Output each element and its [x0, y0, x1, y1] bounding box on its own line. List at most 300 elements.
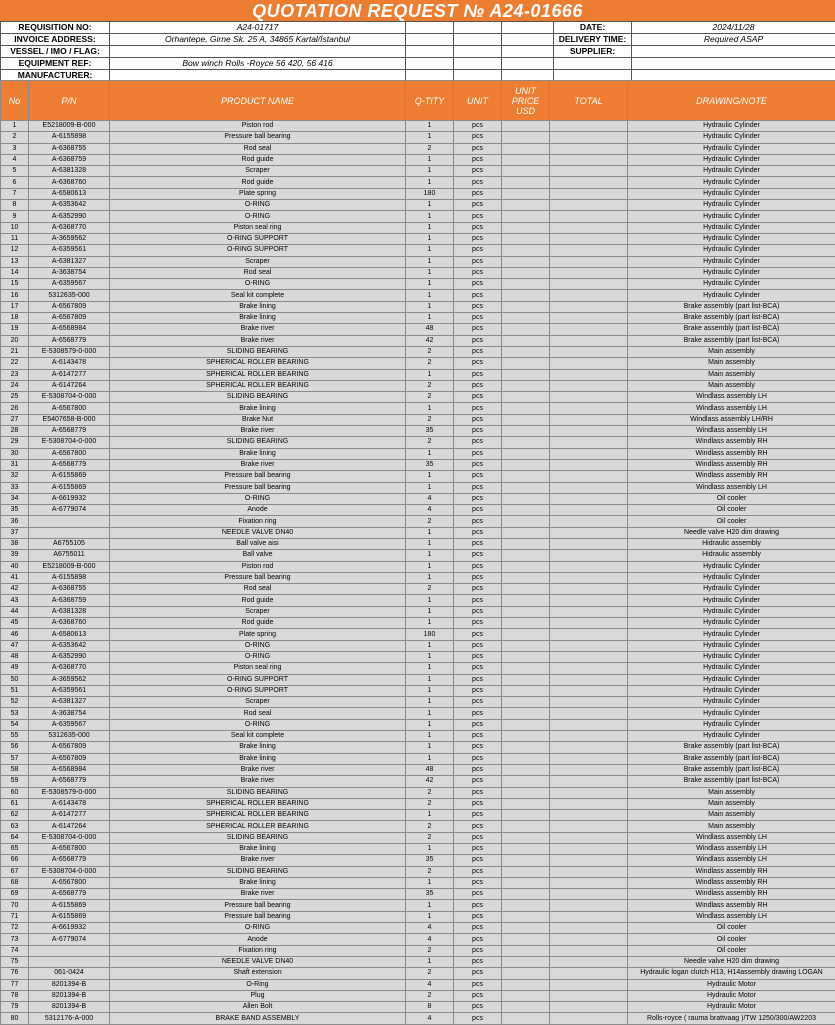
unit-price-cell[interactable]: [502, 245, 550, 256]
drawing-note-cell: Hydraulic Cylinder: [628, 731, 835, 742]
unit-price-cell[interactable]: [502, 482, 550, 493]
product-name-cell: O-Ring: [110, 979, 406, 990]
unit-price-cell[interactable]: [502, 437, 550, 448]
unit-price-cell[interactable]: [502, 256, 550, 267]
table-row: [1, 233, 835, 244]
quantity-cell: 8: [406, 1002, 454, 1013]
unit-price-cell[interactable]: [502, 200, 550, 211]
drawing-note-cell: Oil cooler: [628, 945, 835, 956]
unit-price-cell[interactable]: [502, 719, 550, 730]
total-cell[interactable]: [550, 787, 628, 798]
drawing-note-cell: Windlass assembly RH: [628, 437, 835, 448]
unit-price-cell[interactable]: [502, 674, 550, 685]
total-cell[interactable]: [550, 968, 628, 979]
quantity-cell: 1: [406, 527, 454, 538]
unit-price-cell[interactable]: [502, 844, 550, 855]
drawing-note-cell: Windlass assembly LH: [628, 911, 835, 922]
info-blank: [454, 46, 502, 58]
total-cell[interactable]: [550, 810, 628, 821]
table-row: [1, 256, 835, 267]
product-name-cell: Plate spring: [110, 629, 406, 640]
table-row: [1, 448, 835, 459]
unit-price-cell[interactable]: [502, 877, 550, 888]
product-name-cell: SPHERICAL ROLLER BEARING: [110, 798, 406, 809]
table-row: [1, 584, 835, 595]
total-cell[interactable]: [550, 426, 628, 437]
unit-price-cell[interactable]: [502, 335, 550, 346]
total-cell[interactable]: [550, 437, 628, 448]
part-number-cell: A-6567800: [29, 448, 110, 459]
unit-price-cell[interactable]: [502, 968, 550, 979]
total-cell[interactable]: [550, 798, 628, 809]
unit-cell: pcs: [454, 651, 502, 662]
part-number-cell: A-6567800: [29, 844, 110, 855]
product-name-cell: Anode: [110, 934, 406, 945]
total-cell[interactable]: [550, 990, 628, 1001]
part-number-cell: A-6779074: [29, 934, 110, 945]
quantity-cell: 1: [406, 222, 454, 233]
total-cell[interactable]: [550, 651, 628, 662]
unit-price-cell[interactable]: [502, 979, 550, 990]
vessel-value[interactable]: [110, 46, 406, 58]
total-cell[interactable]: [550, 166, 628, 177]
total-cell[interactable]: [550, 335, 628, 346]
total-cell[interactable]: [550, 448, 628, 459]
table-row: [1, 990, 835, 1001]
unit-price-cell[interactable]: [502, 821, 550, 832]
total-cell[interactable]: [550, 674, 628, 685]
column-header-drawing-note: DRAWING/NOTE: [628, 81, 835, 121]
unit-price-cell[interactable]: [502, 934, 550, 945]
total-cell[interactable]: [550, 550, 628, 561]
unit-cell: pcs: [454, 674, 502, 685]
drawing-note-cell: Hydraulic Cylinder: [628, 572, 835, 583]
unit-price-cell[interactable]: [502, 640, 550, 651]
part-number-cell: E5218009-B-000: [29, 561, 110, 572]
unit-cell: pcs: [454, 550, 502, 561]
unit-cell: pcs: [454, 821, 502, 832]
part-number-cell: A-6155898: [29, 132, 110, 143]
total-cell[interactable]: [550, 177, 628, 188]
unit-price-cell[interactable]: [502, 346, 550, 357]
unit-price-cell[interactable]: [502, 279, 550, 290]
unit-price-cell[interactable]: [502, 945, 550, 956]
drawing-note-cell: Hydraulic Cylinder: [628, 267, 835, 278]
unit-price-cell[interactable]: [502, 154, 550, 165]
drawing-note-cell: Hydraulic Cylinder: [628, 561, 835, 572]
row-number-cell: 2: [1, 132, 29, 143]
unit-price-cell[interactable]: [502, 708, 550, 719]
row-number-cell: 27: [1, 414, 29, 425]
unit-price-cell[interactable]: [502, 595, 550, 606]
info-blank: [454, 58, 502, 70]
quantity-cell: 2: [406, 516, 454, 527]
unit-cell: pcs: [454, 685, 502, 696]
unit-cell: pcs: [454, 606, 502, 617]
total-cell[interactable]: [550, 956, 628, 967]
total-cell[interactable]: [550, 493, 628, 504]
row-number-cell: 13: [1, 256, 29, 267]
total-cell[interactable]: [550, 358, 628, 369]
unit-price-cell[interactable]: [502, 731, 550, 742]
unit-price-cell[interactable]: [502, 392, 550, 403]
quantity-cell: 1: [406, 200, 454, 211]
unit-cell: pcs: [454, 900, 502, 911]
unit-cell: pcs: [454, 584, 502, 595]
part-number-cell: A-6568984: [29, 764, 110, 775]
quantity-cell: 1: [406, 685, 454, 696]
unit-cell: pcs: [454, 911, 502, 922]
unit-price-cell[interactable]: [502, 448, 550, 459]
unit-price-cell[interactable]: [502, 572, 550, 583]
unit-price-cell[interactable]: [502, 685, 550, 696]
total-cell[interactable]: [550, 1013, 628, 1024]
total-cell[interactable]: [550, 844, 628, 855]
quantity-cell: 4: [406, 493, 454, 504]
total-cell[interactable]: [550, 245, 628, 256]
unit-price-cell[interactable]: [502, 832, 550, 843]
quantity-cell: 1: [406, 618, 454, 629]
unit-price-cell[interactable]: [502, 459, 550, 470]
total-cell[interactable]: [550, 911, 628, 922]
total-cell[interactable]: [550, 267, 628, 278]
table-row: [1, 267, 835, 278]
total-cell[interactable]: [550, 923, 628, 934]
unit-price-cell[interactable]: [502, 222, 550, 233]
unit-price-cell[interactable]: [502, 380, 550, 391]
total-cell[interactable]: [550, 301, 628, 312]
table-row: [1, 166, 835, 177]
unit-price-cell[interactable]: [502, 527, 550, 538]
total-cell[interactable]: [550, 663, 628, 674]
total-cell[interactable]: [550, 200, 628, 211]
unit-price-cell[interactable]: [502, 889, 550, 900]
drawing-note-cell: Windlass assembly LH: [628, 403, 835, 414]
part-number-cell: A-3659562: [29, 674, 110, 685]
drawing-note-cell: Hydraulic Cylinder: [628, 121, 835, 132]
total-cell[interactable]: [550, 403, 628, 414]
row-number-cell: 31: [1, 459, 29, 470]
row-number-cell: 34: [1, 493, 29, 504]
unit-price-cell[interactable]: [502, 301, 550, 312]
unit-cell: pcs: [454, 459, 502, 470]
table-row: [1, 606, 835, 617]
drawing-note-cell: Hydraulic Cylinder: [628, 697, 835, 708]
total-cell[interactable]: [550, 606, 628, 617]
invoice-address-value[interactable]: Orhantepe, Girne Sk. 25 A, 34865 Kartal/İstanbul: [110, 34, 406, 46]
total-cell[interactable]: [550, 776, 628, 787]
product-name-cell: SLIDING BEARING: [110, 392, 406, 403]
product-name-cell: SLIDING BEARING: [110, 346, 406, 357]
drawing-note-cell: Hydraulic Cylinder: [628, 143, 835, 154]
unit-cell: pcs: [454, 121, 502, 132]
unit-price-cell[interactable]: [502, 233, 550, 244]
part-number-cell: A-6368755: [29, 143, 110, 154]
product-name-cell: O-RING: [110, 719, 406, 730]
unit-price-cell[interactable]: [502, 606, 550, 617]
drawing-note-cell: Main assembly: [628, 380, 835, 391]
total-cell[interactable]: [550, 753, 628, 764]
part-number-cell: 061-0424: [29, 968, 110, 979]
delivery-time-value[interactable]: Required ASAP: [632, 34, 835, 46]
row-number-cell: 43: [1, 595, 29, 606]
total-cell[interactable]: [550, 821, 628, 832]
total-cell[interactable]: [550, 572, 628, 583]
total-cell[interactable]: [550, 290, 628, 301]
unit-price-cell[interactable]: [502, 426, 550, 437]
equipment-ref-value[interactable]: Bow winch Rolls -Royce 56 420, 56 416: [110, 58, 406, 70]
part-number-cell: A-6381328: [29, 606, 110, 617]
total-cell[interactable]: [550, 934, 628, 945]
supplier-value[interactable]: [632, 46, 835, 58]
unit-price-cell[interactable]: [502, 471, 550, 482]
total-cell[interactable]: [550, 459, 628, 470]
total-cell[interactable]: [550, 346, 628, 357]
total-cell[interactable]: [550, 1002, 628, 1013]
total-cell[interactable]: [550, 629, 628, 640]
table-row: [1, 346, 835, 357]
quantity-cell: 1: [406, 301, 454, 312]
total-cell[interactable]: [550, 132, 628, 143]
row-number-cell: 72: [1, 923, 29, 934]
total-cell[interactable]: [550, 392, 628, 403]
row-number-cell: 11: [1, 233, 29, 244]
requisition-value[interactable]: A24-01717: [110, 22, 406, 34]
unit-price-cell[interactable]: [502, 290, 550, 301]
table-row: [1, 121, 835, 132]
product-name-cell: Seal kit complete: [110, 731, 406, 742]
unit-price-cell[interactable]: [502, 663, 550, 674]
drawing-note-cell: Hydraulic Cylinder: [628, 719, 835, 730]
row-number-cell: 16: [1, 290, 29, 301]
total-cell[interactable]: [550, 143, 628, 154]
part-number-cell: 5312635-000: [29, 731, 110, 742]
drawing-note-cell: Hydraulic Cylinder: [628, 708, 835, 719]
unit-price-cell[interactable]: [502, 505, 550, 516]
table-row: [1, 810, 835, 821]
total-cell[interactable]: [550, 595, 628, 606]
unit-price-cell[interactable]: [502, 493, 550, 504]
part-number-cell: 8201394-B: [29, 1002, 110, 1013]
unit-price-cell[interactable]: [502, 629, 550, 640]
total-cell[interactable]: [550, 764, 628, 775]
total-cell[interactable]: [550, 527, 628, 538]
quantity-cell: 1: [406, 132, 454, 143]
unit-price-cell[interactable]: [502, 923, 550, 934]
total-cell[interactable]: [550, 697, 628, 708]
table-row: [1, 177, 835, 188]
part-number-cell: A-6580613: [29, 629, 110, 640]
quantity-cell: 2: [406, 990, 454, 1001]
date-label: DATE:: [554, 22, 632, 34]
product-name-cell: Rod guide: [110, 154, 406, 165]
row-number-cell: 61: [1, 798, 29, 809]
unit-price-cell[interactable]: [502, 911, 550, 922]
part-number-cell: A-6155869: [29, 471, 110, 482]
unit-price-cell[interactable]: [502, 561, 550, 572]
unit-price-cell[interactable]: [502, 900, 550, 911]
unit-price-cell[interactable]: [502, 324, 550, 335]
unit-price-cell[interactable]: [502, 369, 550, 380]
unit-price-cell[interactable]: [502, 787, 550, 798]
total-cell[interactable]: [550, 279, 628, 290]
column-header-quantity: Q-TITY: [406, 81, 454, 121]
table-row: [1, 222, 835, 233]
unit-price-cell[interactable]: [502, 177, 550, 188]
quantity-cell: 35: [406, 426, 454, 437]
part-number-cell: A-3638754: [29, 708, 110, 719]
unit-price-cell[interactable]: [502, 358, 550, 369]
table-row: [1, 776, 835, 787]
total-cell[interactable]: [550, 866, 628, 877]
row-number-cell: 50: [1, 674, 29, 685]
total-cell[interactable]: [550, 505, 628, 516]
total-cell[interactable]: [550, 742, 628, 753]
total-cell[interactable]: [550, 380, 628, 391]
product-name-cell: Scraper: [110, 606, 406, 617]
quantity-cell: 1: [406, 211, 454, 222]
unit-price-cell[interactable]: [502, 651, 550, 662]
unit-price-cell[interactable]: [502, 1013, 550, 1024]
total-cell[interactable]: [550, 945, 628, 956]
unit-cell: pcs: [454, 832, 502, 843]
unit-price-cell[interactable]: [502, 516, 550, 527]
total-cell[interactable]: [550, 855, 628, 866]
unit-price-cell[interactable]: [502, 166, 550, 177]
total-cell[interactable]: [550, 414, 628, 425]
unit-price-cell[interactable]: [502, 143, 550, 154]
total-cell[interactable]: [550, 889, 628, 900]
total-cell[interactable]: [550, 731, 628, 742]
unit-price-cell[interactable]: [502, 866, 550, 877]
unit-cell: pcs: [454, 764, 502, 775]
total-cell[interactable]: [550, 222, 628, 233]
total-cell[interactable]: [550, 640, 628, 651]
unit-price-cell[interactable]: [502, 990, 550, 1001]
date-value[interactable]: 2024/11/28: [632, 22, 835, 34]
quantity-cell: 1: [406, 177, 454, 188]
table-row: [1, 753, 835, 764]
part-number-cell: A-6155869: [29, 482, 110, 493]
total-cell[interactable]: [550, 900, 628, 911]
total-cell[interactable]: [550, 121, 628, 132]
table-row: [1, 505, 835, 516]
part-number-cell: A-6359561: [29, 245, 110, 256]
row-number-cell: 33: [1, 482, 29, 493]
quantity-cell: 1: [406, 482, 454, 493]
unit-cell: pcs: [454, 527, 502, 538]
unit-price-cell[interactable]: [502, 313, 550, 324]
unit-price-cell[interactable]: [502, 584, 550, 595]
total-cell[interactable]: [550, 211, 628, 222]
quantity-cell: 4: [406, 1013, 454, 1024]
total-cell[interactable]: [550, 685, 628, 696]
unit-price-cell[interactable]: [502, 132, 550, 143]
items-body: [1, 121, 835, 1025]
table-row: [1, 595, 835, 606]
table-row: [1, 550, 835, 561]
table-row: [1, 742, 835, 753]
part-number-cell: A-6368770: [29, 663, 110, 674]
drawing-note-cell: Windlass assembly RH: [628, 471, 835, 482]
unit-price-cell[interactable]: [502, 855, 550, 866]
total-cell[interactable]: [550, 313, 628, 324]
total-cell[interactable]: [550, 877, 628, 888]
unit-price-cell[interactable]: [502, 188, 550, 199]
unit-price-cell[interactable]: [502, 764, 550, 775]
unit-cell: pcs: [454, 358, 502, 369]
total-cell[interactable]: [550, 369, 628, 380]
unit-price-cell[interactable]: [502, 742, 550, 753]
unit-price-cell[interactable]: [502, 697, 550, 708]
unit-price-cell[interactable]: [502, 121, 550, 132]
unit-price-cell[interactable]: [502, 403, 550, 414]
total-cell[interactable]: [550, 584, 628, 595]
total-cell[interactable]: [550, 482, 628, 493]
quantity-cell: 2: [406, 787, 454, 798]
unit-price-cell[interactable]: [502, 1002, 550, 1013]
total-cell[interactable]: [550, 256, 628, 267]
unit-price-cell[interactable]: [502, 414, 550, 425]
row-number-cell: 26: [1, 403, 29, 414]
drawing-note-cell: Windlass assembly LH: [628, 482, 835, 493]
total-cell[interactable]: [550, 471, 628, 482]
unit-price-cell[interactable]: [502, 798, 550, 809]
total-cell[interactable]: [550, 233, 628, 244]
unit-price-cell[interactable]: [502, 618, 550, 629]
row-number-cell: 78: [1, 990, 29, 1001]
total-cell[interactable]: [550, 188, 628, 199]
total-cell[interactable]: [550, 561, 628, 572]
total-cell[interactable]: [550, 154, 628, 165]
product-name-cell: Brake river: [110, 889, 406, 900]
column-header-unit-price: UNIT PRICE USD: [502, 81, 550, 121]
product-name-cell: Piston rod: [110, 561, 406, 572]
total-cell[interactable]: [550, 719, 628, 730]
total-cell[interactable]: [550, 618, 628, 629]
part-number-cell: A-6368760: [29, 618, 110, 629]
total-cell[interactable]: [550, 979, 628, 990]
total-cell[interactable]: [550, 538, 628, 549]
product-name-cell: Brake lining: [110, 844, 406, 855]
part-number-cell: 5312176-A-000: [29, 1013, 110, 1024]
product-name-cell: Brake river: [110, 335, 406, 346]
unit-price-cell[interactable]: [502, 810, 550, 821]
unit-price-cell[interactable]: [502, 211, 550, 222]
total-cell[interactable]: [550, 832, 628, 843]
product-name-cell: Rod guide: [110, 618, 406, 629]
unit-cell: pcs: [454, 177, 502, 188]
table-row: [1, 719, 835, 730]
unit-price-cell[interactable]: [502, 956, 550, 967]
unit-price-cell[interactable]: [502, 267, 550, 278]
drawing-note-cell: Hydraulic Cylinder: [628, 222, 835, 233]
total-cell[interactable]: [550, 708, 628, 719]
product-name-cell: Brake river: [110, 855, 406, 866]
header-info-table: [0, 21, 835, 82]
unit-price-cell[interactable]: [502, 753, 550, 764]
quantity-cell: 42: [406, 335, 454, 346]
total-cell[interactable]: [550, 516, 628, 527]
total-cell[interactable]: [550, 324, 628, 335]
unit-price-cell[interactable]: [502, 538, 550, 549]
quantity-cell: 1: [406, 550, 454, 561]
quantity-cell: 1: [406, 956, 454, 967]
unit-price-cell[interactable]: [502, 550, 550, 561]
unit-price-cell[interactable]: [502, 776, 550, 787]
table-row: [1, 934, 835, 945]
table-row: [1, 279, 835, 290]
